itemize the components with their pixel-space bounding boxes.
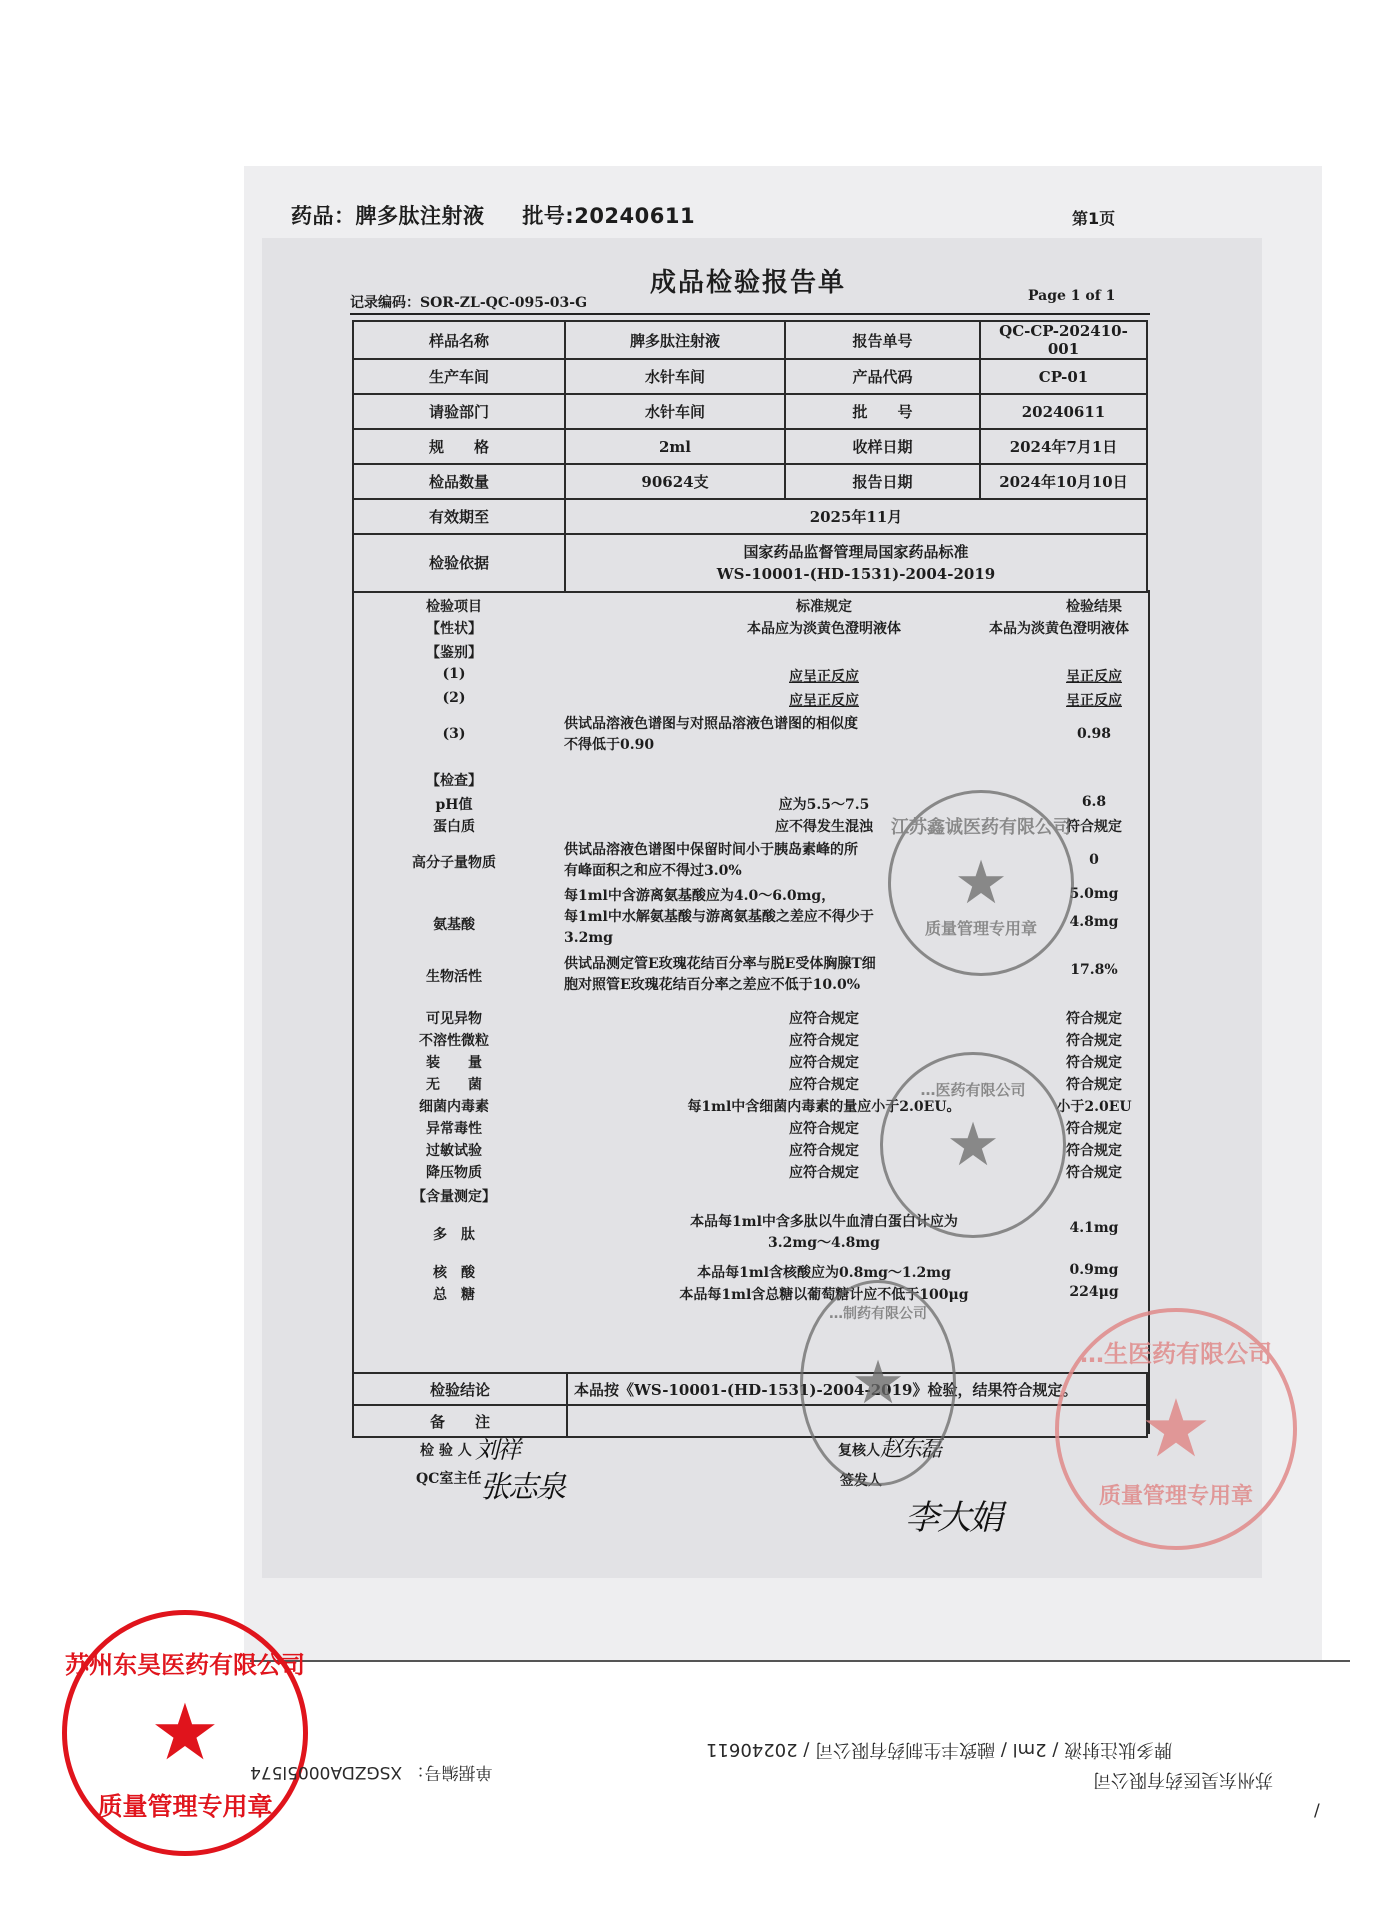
remark-row — [353, 1405, 1147, 1437]
test-result: 符合规定 — [1066, 1055, 1122, 1071]
seal-inner-text: 质量管理专用章 — [924, 919, 1037, 938]
test-standard: 应符合规定 — [789, 1055, 859, 1071]
test-standard: 应符合规定 — [789, 1033, 859, 1049]
info-value: QC-CP-202410-001 — [980, 321, 1147, 359]
test-item: 降压物质 — [426, 1165, 482, 1181]
test-standard: 应符合规定 — [789, 1165, 859, 1181]
test-item: 装 量 — [426, 1055, 482, 1071]
test-standard: 本品每1ml含核酸应为0.8mg～1.2mg — [697, 1265, 951, 1281]
section-identification: 【鉴别】 — [426, 645, 482, 661]
test-result: 0.9mg — [1069, 1262, 1119, 1278]
seal-inner-text: 质量管理专用章 — [97, 1792, 273, 1821]
info-value: 90624支 — [565, 464, 785, 499]
test-result: 0.98 — [1076, 726, 1112, 742]
section-inspection: 【检查】 — [426, 773, 482, 789]
test-result: 0 — [1089, 852, 1099, 868]
info-row — [353, 359, 1147, 394]
section-appearance: 【性状】 — [426, 621, 482, 637]
remark-label: 备 注 — [353, 1405, 567, 1437]
seal-outer-text: …生医药有限公司 — [1080, 1340, 1272, 1368]
info-row — [353, 394, 1147, 429]
qc-director-signature: 张志泉 — [480, 1470, 564, 1505]
reviewer-signature: 赵东磊 — [880, 1437, 941, 1462]
drug-name: 药品：脾多肽注射液 — [291, 204, 485, 228]
conclusion-text: 本品按《WS-10001-(HD-1531)-2004-2019》检验，结果符合规定。 — [567, 1373, 1147, 1405]
test-standard: 应不得发生混浊 — [775, 819, 873, 835]
seal-outer-text: 江苏鑫诚医药有限公司 — [891, 817, 1071, 838]
test-results-section — [352, 590, 1150, 1434]
test-item: 可见异物 — [426, 1011, 482, 1027]
star-icon: ★ — [1140, 1382, 1212, 1475]
test-item: (2) — [442, 690, 466, 706]
record-code: 记录编码：SOR-ZL-QC-095-03-G — [350, 292, 1150, 315]
voucher-number-flipped: 单据编号： XSGZDA0005l574 — [250, 1762, 493, 1782]
seal-outer-text: …制药有限公司 — [829, 1306, 927, 1322]
col-result-header: 检验结果 — [1066, 599, 1122, 615]
info-value: 脾多肽注射液 — [565, 321, 785, 359]
test-item: 无 菌 — [426, 1077, 482, 1093]
info-value: 2ml — [565, 429, 785, 464]
inspector-signature: 刘祥 — [475, 1436, 519, 1464]
page-number: 第1页 — [1072, 209, 1116, 228]
star-icon: ★ — [851, 1348, 905, 1418]
standard-line: 每1ml中含游离氨基酸应为4.0～6.0mg， — [564, 888, 836, 904]
star-icon: ★ — [946, 1110, 1000, 1180]
star-icon: ★ — [150, 1688, 220, 1778]
info-row — [353, 429, 1147, 464]
standard-line: 有峰面积之和应不得过3.0% — [564, 863, 742, 879]
conclusion-row — [353, 1373, 1147, 1405]
test-result: 符合规定 — [1066, 1143, 1122, 1159]
test-result: 小于2.0EU — [1056, 1099, 1132, 1115]
reviewer-label: 复核人 — [838, 1443, 880, 1459]
info-value: CP-01 — [980, 359, 1147, 394]
seal-inner-text: 质量管理专用章 — [1098, 1484, 1253, 1509]
standard-line: 3.2mg — [564, 930, 613, 946]
test-standard: 应符合规定 — [789, 1077, 859, 1093]
test-result: 符合规定 — [1066, 1121, 1122, 1137]
page-of: Page 1 of 1 — [1028, 288, 1116, 304]
test-result: 224μg — [1069, 1284, 1119, 1300]
test-item: (1) — [442, 666, 466, 682]
conclusion-table — [352, 1372, 1148, 1438]
test-item: 不溶性微粒 — [419, 1033, 489, 1049]
basis-row — [353, 534, 1147, 592]
batch-number: 批号:20240611 — [522, 204, 696, 228]
info-label: 请验部门 — [353, 394, 565, 429]
company-seal-gray-mid — [880, 1052, 1066, 1238]
standard-line: 胞对照管E玫瑰花结百分率之差应不低于10.0% — [564, 977, 861, 993]
issuer-signature: 李大娟 — [905, 1498, 1001, 1538]
basis-line-1: 国家药品监督管理局国家药品标准 — [743, 543, 969, 561]
test-item: 生物活性 — [426, 969, 482, 985]
info-label: 生产车间 — [353, 359, 565, 394]
basis-line-2: WS-10001-(HD-1531)-2004-2019 — [716, 565, 996, 583]
col-item-header: 检验项目 — [426, 599, 482, 615]
company-seal-gray-top — [888, 790, 1074, 976]
info-label: 产品代码 — [785, 359, 980, 394]
col-standard-header: 标准规定 — [796, 599, 852, 615]
expiry-value: 2025年11月 — [565, 499, 1147, 534]
info-value: 水针车间 — [565, 359, 785, 394]
standard-line: 本品每1ml中含多肽以牛血清白蛋白计应为 — [690, 1214, 958, 1230]
info-value: 2024年7月1日 — [980, 429, 1147, 464]
standard-line: 不得低于0.90 — [564, 737, 655, 753]
info-label: 检品数量 — [353, 464, 565, 499]
test-item: 多 肽 — [433, 1227, 475, 1243]
star-icon: ★ — [954, 848, 1008, 918]
test-result: 符合规定 — [1066, 1011, 1122, 1027]
test-result: 5.0mg — [1069, 886, 1119, 902]
test-result: 6.8 — [1081, 794, 1107, 810]
qc-director-label: QC室主任 — [416, 1471, 482, 1487]
conclusion-label: 检验结论 — [353, 1373, 567, 1405]
drug-header — [291, 200, 695, 230]
test-standard: 应符合规定 — [789, 1011, 859, 1027]
info-row — [353, 464, 1147, 499]
test-standard: 应符合规定 — [789, 1143, 859, 1159]
seal-outer-text: …医药有限公司 — [920, 1081, 1026, 1099]
test-standard: 应呈正反应 — [789, 669, 859, 685]
test-result: 呈正反应 — [1066, 669, 1122, 685]
test-item: 细菌内毒素 — [419, 1099, 489, 1115]
test-standard: 应符合规定 — [789, 1121, 859, 1137]
section-assay: 【含量测定】 — [412, 1189, 496, 1205]
company-seal-pink — [1055, 1308, 1297, 1550]
test-result: 4.1mg — [1069, 1220, 1119, 1236]
company-seal-red — [62, 1610, 308, 1856]
test-item: pH值 — [435, 797, 473, 813]
test-result: 本品为淡黄色澄明液体 — [989, 621, 1129, 637]
test-standard: 本品应为淡黄色澄明液体 — [747, 621, 901, 637]
info-value: 水针车间 — [565, 394, 785, 429]
scan-edge-line — [250, 1660, 1350, 1662]
test-standard: 本品每1ml含总糖以葡萄糖计应不低于100μg — [679, 1287, 969, 1303]
test-standard — [564, 714, 1074, 756]
inspector-label: 检 验 人 — [420, 1443, 472, 1459]
test-result: 符合规定 — [1066, 1077, 1122, 1093]
seal-outer-text: 苏州东昊医药有限公司 — [65, 1651, 305, 1679]
basis-label: 检验依据 — [353, 534, 565, 592]
test-result: 符合规定 — [1066, 1165, 1122, 1181]
basis-value — [565, 534, 1147, 592]
product-line-flipped: 脾多肽注射液 / 2ml / 融致丰生制药有限公司 / 20240611 — [706, 1739, 1173, 1760]
expiry-row — [353, 499, 1147, 534]
info-label: 报告单号 — [785, 321, 980, 359]
standard-line: 供试品溶液色谱图与对照品溶液色谱图的相似度 — [564, 716, 858, 732]
test-item: 总 糖 — [433, 1287, 475, 1303]
test-standard: 每1ml中含细菌内毒素的量应小于2.0EU。 — [687, 1099, 961, 1115]
test-item: 异常毒性 — [426, 1121, 482, 1137]
info-label: 报告日期 — [785, 464, 980, 499]
info-label: 规 格 — [353, 429, 565, 464]
standard-line: 3.2mg～4.8mg — [768, 1235, 880, 1251]
test-standard: 应呈正反应 — [789, 693, 859, 709]
test-item: 核 酸 — [433, 1265, 475, 1281]
standard-line: 每1ml中水解氨基酸与游离氨基酸之差应不得少于 — [564, 909, 874, 925]
test-result: 符合规定 — [1066, 1033, 1122, 1049]
report-title: 成品检验报告单 — [650, 268, 847, 298]
info-row — [353, 321, 1147, 359]
info-label: 样品名称 — [353, 321, 565, 359]
test-result: 呈正反应 — [1066, 693, 1122, 709]
company-line-flipped: 苏州东昊医药有限公司 — [1093, 1769, 1273, 1790]
info-label: 收样日期 — [785, 429, 980, 464]
test-standard: 应为5.5～7.5 — [778, 797, 870, 813]
test-result: 4.8mg — [1069, 914, 1119, 930]
test-item: 过敏试验 — [426, 1143, 482, 1159]
issuer-label: 签发人 — [840, 1473, 882, 1489]
info-table — [352, 320, 1148, 593]
test-item: 高分子量物质 — [412, 855, 496, 871]
info-value: 20240611 — [980, 394, 1147, 429]
company-seal-gray-low — [800, 1280, 956, 1486]
test-result: 符合规定 — [1066, 819, 1122, 835]
test-item: (3) — [442, 726, 466, 742]
test-result: 17.8% — [1070, 962, 1118, 978]
test-item: 蛋白质 — [433, 819, 475, 835]
info-label: 批 号 — [785, 394, 980, 429]
standard-line: 供试品测定管E玫瑰花结百分率与脱E受体胸腺T细 — [564, 956, 876, 972]
standard-line: 供试品溶液色谱图中保留时间小于胰岛素峰的所 — [564, 842, 858, 858]
slash-mark-flipped: / — [1314, 1800, 1320, 1820]
info-value: 2024年10月10日 — [980, 464, 1147, 499]
expiry-label: 有效期至 — [353, 499, 565, 534]
test-item: 氨基酸 — [433, 917, 475, 933]
